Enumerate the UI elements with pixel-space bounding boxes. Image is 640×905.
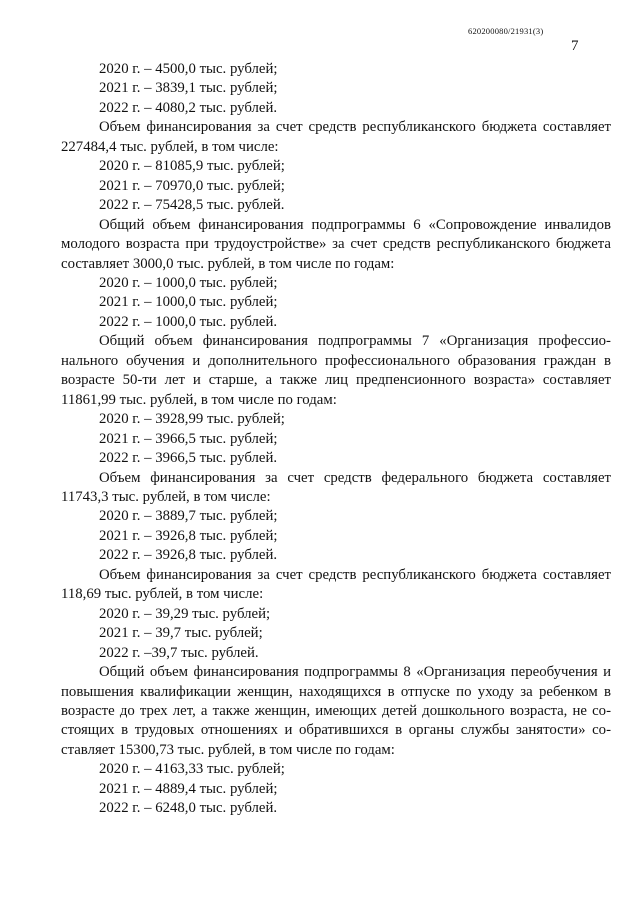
paragraph [61,118,611,157]
paragraph [61,566,611,605]
funding-year-line: 2021 г. – 3926,8 тыс. рублей; [99,527,278,544]
paragraph [61,663,611,760]
funding-year-line: 2020 г. – 3889,7 тыс. рублей; [99,508,278,525]
paragraph-line: Общий объем финансирования подпрограммы 6 «Сопровождение инвалидов [99,216,611,233]
funding-year-line: 2021 г. – 70970,0 тыс. рублей; [99,177,285,194]
paragraph-line: возрасте 50-ти лет и старше, а также лиц предпенсионного возраста» составляет [61,372,611,389]
funding-year-line: 2022 г. – 6248,0 тыс. рублей. [99,800,278,817]
page-number: 7 [571,38,579,54]
paragraph-line: Общий объем финансирования подпрограммы 7 «Организация профессио- [99,333,611,350]
paragraph-line: стоящих в трудовых отношениях и обратившихся в органы службы занятости» со- [61,722,611,739]
funding-year-line: 2021 г. – 3966,5 тыс. рублей; [99,430,278,447]
paragraph-line: 118,69 тыс. рублей, в том числе: [61,586,264,603]
funding-year-line: 2020 г. – 4500,0 тыс. рублей; [99,61,278,77]
funding-year-line: 2020 г. – 39,29 тыс. рублей; [99,605,271,622]
funding-year-line: 2022 г. – 4080,2 тыс. рублей. [99,99,278,116]
paragraph-line: повышения квалификации женщин, находящихся в отпуске по уходу за ребенком в [61,683,611,700]
paragraph [61,332,611,410]
funding-year-line: 2020 г. – 4163,33 тыс. рублей; [99,761,285,778]
paragraph-line: Общий объем финансирования подпрограммы 8 «Организация переобучения и [99,664,611,681]
paragraph-line: возрасте до трех лет, а также женщин, имеющих детей дошкольного возраста, не со- [61,702,611,719]
funding-year-line: 2020 г. – 81085,9 тыс. рублей; [99,158,285,175]
funding-year-line: 2022 г. – 3926,8 тыс. рублей. [99,547,278,564]
paragraph-line: 227484,4 тыс. рублей, в том числе: [61,138,279,155]
funding-year-line: 2022 г. – 1000,0 тыс. рублей. [99,313,278,330]
funding-year-line: 2021 г. – 39,7 тыс. рублей; [99,625,263,642]
paragraph [61,469,611,508]
funding-year-line: 2021 г. – 1000,0 тыс. рублей; [99,294,278,311]
paragraph-line: Объем финансирования за счет средств республиканского бюджета составляет [99,119,611,136]
document-body [61,60,611,819]
funding-year-line: 2021 г. – 4889,4 тыс. рублей; [99,780,278,797]
paragraph-line: составляет 3000,0 тыс. рублей, в том числе по годам: [61,255,395,272]
paragraph-line: 11743,3 тыс. рублей, в том числе: [61,488,271,505]
funding-year-line: 2022 г. – 75428,5 тыс. рублей. [99,197,285,214]
paragraph [61,216,611,274]
paragraph-line: Объем финансирования за счет средств федерального бюджета составляет [99,469,611,486]
funding-year-line: 2022 г. – 3966,5 тыс. рублей. [99,450,278,467]
funding-year-line: 2021 г. – 3839,1 тыс. рублей; [99,80,278,97]
paragraph-line: ставляет 15300,73 тыс. рублей, в том числе по годам: [61,741,395,758]
paragraph-line: 11861,99 тыс. рублей, в том числе по годам: [61,391,337,408]
paragraph-line: молодого возраста при трудоустройстве» за счет средств республиканского бюджета [61,236,611,253]
funding-year-line: 2020 г. – 1000,0 тыс. рублей; [99,274,278,291]
funding-year-line: 2022 г. –39,7 тыс. рублей. [99,644,259,661]
paragraph-line: нального обучения и дополнительного профессионального образования граждан в [61,352,611,369]
document-id: 620200080/21931(3) [468,26,544,36]
funding-year-line: 2020 г. – 3928,99 тыс. рублей; [99,411,285,428]
paragraph-line: Объем финансирования за счет средств республиканского бюджета составляет [99,566,611,583]
